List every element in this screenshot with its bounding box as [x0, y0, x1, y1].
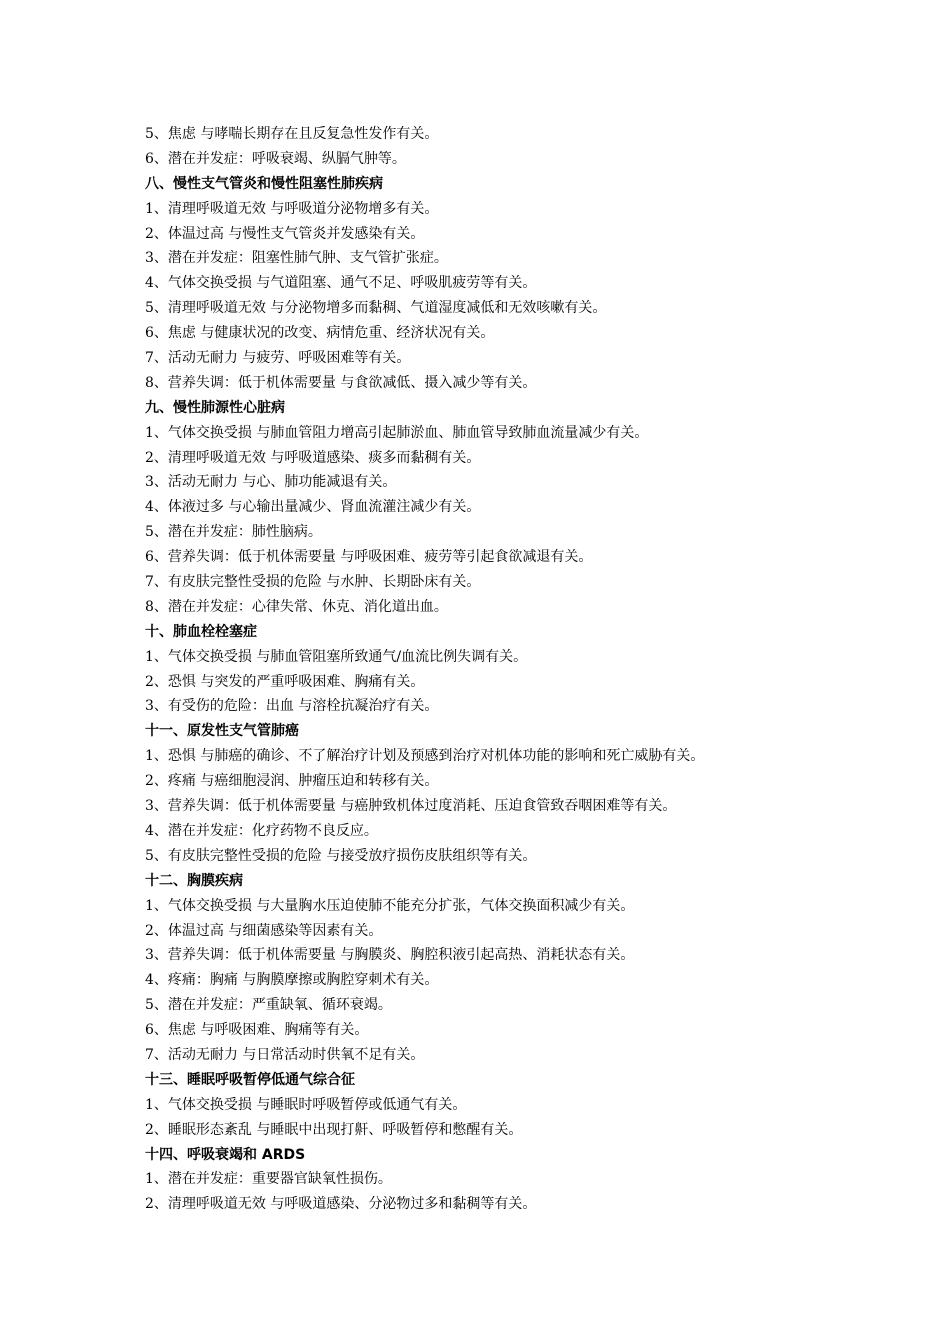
section-heading: 九、慢性肺源性心脏病: [145, 399, 285, 416]
list-item: 3、有受伤的危险：出血 与溶栓抗凝治疗有关。: [145, 698, 439, 715]
document-page: [145, 122, 845, 1217]
list-item: 1、清理呼吸道无效 与呼吸道分泌物增多有关。: [145, 200, 439, 217]
section-heading: 十、肺血栓栓塞症: [145, 623, 257, 640]
list-item: 2、睡眠形态紊乱 与睡眠中出现打鼾、呼吸暂停和憋醒有关。: [145, 1121, 523, 1138]
list-item: 1、气体交换受损 与肺血管阻塞所致通气/血流比例失调有关。: [145, 648, 528, 665]
list-item: 6、营养失调：低于机体需要量 与呼吸困难、疲劳等引起食欲减退有关。: [145, 549, 593, 566]
list-item: 4、潜在并发症：化疗药物不良反应。: [145, 822, 378, 839]
list-item: 3、营养失调：低于机体需要量 与胸膜炎、胸腔积液引起高热、消耗状态有关。: [145, 947, 635, 964]
list-item: 8、营养失调：低于机体需要量 与食欲减低、摄入减少等有关。: [145, 374, 537, 391]
list-item: 2、疼痛 与癌细胞浸润、肿瘤压迫和转移有关。: [145, 773, 439, 790]
list-item: 4、气体交换受损 与气道阻塞、通气不足、呼吸肌疲劳等有关。: [145, 275, 537, 292]
section-heading: 十二、胸膜疾病: [145, 872, 243, 889]
list-item: 7、活动无耐力 与日常活动时供氧不足有关。: [145, 1046, 425, 1063]
list-item: 5、潜在并发症：肺性脑病。: [145, 524, 322, 541]
list-item: 7、有皮肤完整性受损的危险 与水肿、长期卧床有关。: [145, 574, 481, 591]
list-item: 2、清理呼吸道无效 与呼吸道感染、分泌物过多和黏稠等有关。: [145, 1196, 537, 1213]
list-item: 1、恐惧 与肺癌的确诊、不了解治疗计划及预感到治疗对机体功能的影响和死亡威胁有关。: [145, 748, 705, 765]
list-item: 1、气体交换受损 与睡眠时呼吸暂停或低通气有关。: [145, 1096, 467, 1113]
list-item: 5、清理呼吸道无效 与分泌物增多而黏稠、气道湿度减低和无效咳嗽有关。: [145, 300, 607, 317]
list-item: 4、疼痛：胸痛 与胸膜摩擦或胸腔穿刺术有关。: [145, 972, 439, 989]
list-item: 5、焦虑 与哮喘长期存在且反复急性发作有关。: [145, 126, 439, 142]
list-item: 3、活动无耐力 与心、肺功能减退有关。: [145, 474, 397, 491]
list-item: 2、体温过高 与慢性支气管炎并发感染有关。: [145, 225, 425, 242]
list-item: 1、气体交换受损 与大量胸水压迫使肺不能充分扩张，气体交换面积减少有关。: [145, 897, 635, 914]
list-item: 2、清理呼吸道无效 与呼吸道感染、痰多而黏稠有关。: [145, 449, 481, 466]
list-item: 6、焦虑 与呼吸困难、胸痛等有关。: [145, 1022, 369, 1039]
list-item: 3、营养失调：低于机体需要量 与癌肿致机体过度消耗、压迫食管致吞咽困难等有关。: [145, 798, 677, 815]
list-item: 2、体温过高 与细菌感染等因素有关。: [145, 922, 383, 939]
list-item: 6、潜在并发症：呼吸衰竭、纵膈气肿等。: [145, 150, 406, 167]
list-item: 6、焦虑 与健康状况的改变、病情危重、经济状况有关。: [145, 325, 495, 342]
list-item: 8、潜在并发症：心律失常、休克、消化道出血。: [145, 598, 448, 615]
list-item: 7、活动无耐力 与疲劳、呼吸困难等有关。: [145, 350, 411, 367]
list-item: 3、潜在并发症：阻塞性肺气肿、支气管扩张症。: [145, 250, 448, 267]
section-heading: 八、慢性支气管炎和慢性阻塞性肺疾病: [145, 175, 383, 192]
list-item: 1、潜在并发症：重要器官缺氧性损伤。: [145, 1171, 392, 1188]
list-item: 4、体液过多 与心输出量减少、肾血流灌注减少有关。: [145, 499, 481, 516]
section-heading: 十三、睡眠呼吸暂停低通气综合征: [145, 1071, 355, 1088]
section-heading: 十四、呼吸衰竭和 ARDS: [145, 1146, 306, 1163]
list-item: 5、潜在并发症：严重缺氧、循环衰竭。: [145, 997, 392, 1014]
list-item: 1、气体交换受损 与肺血管阻力增高引起肺淤血、肺血管导致肺血流量减少有关。: [145, 424, 649, 441]
section-heading: 十一、原发性支气管肺癌: [145, 723, 299, 740]
list-item: 2、恐惧 与突发的严重呼吸困难、胸痛有关。: [145, 673, 425, 690]
list-item: 5、有皮肤完整性受损的危险 与接受放疗损伤皮肤组织等有关。: [145, 847, 537, 864]
